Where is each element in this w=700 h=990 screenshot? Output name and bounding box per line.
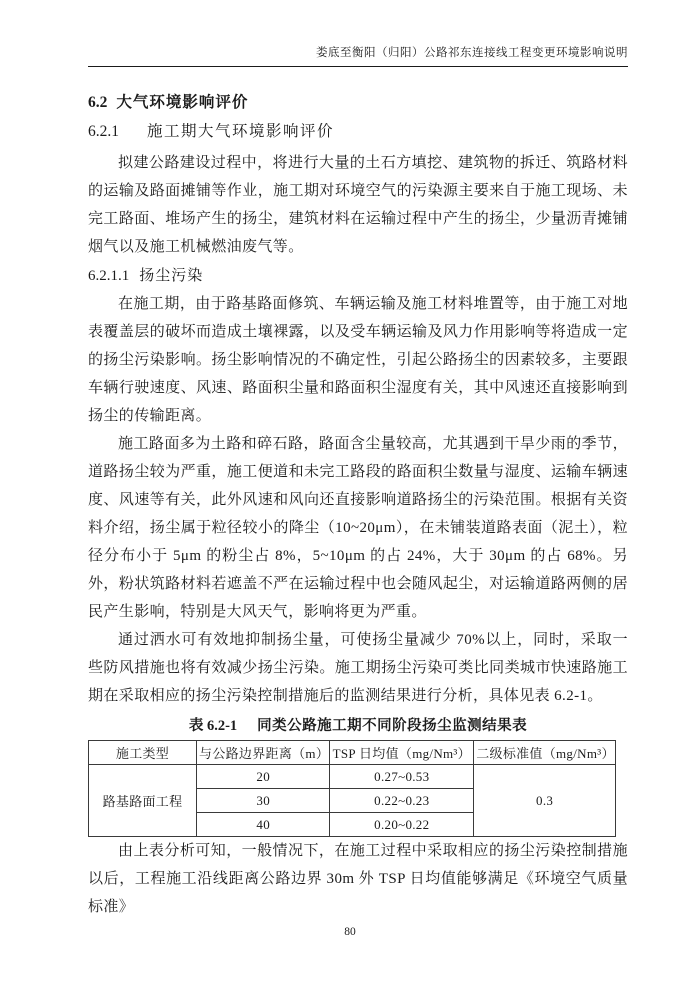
cell-distance: 20 <box>197 765 330 789</box>
cell-row-group: 路基路面工程 <box>89 765 197 837</box>
heading-6-2-1 <box>88 121 628 143</box>
heading-6-2-number: 6.2 <box>88 94 108 111</box>
cell-tsp: 0.22~0.23 <box>330 789 474 813</box>
cell-tsp: 0.20~0.22 <box>330 813 474 837</box>
page-footer <box>0 926 700 938</box>
paragraph-dust-factors: 在施工期，由于路基路面修筑、车辆运输及施工材料堆置等，由于施工对地表覆盖层的破坏而造成土壤裸露，以及受车辆运输及风力作用影响等将造成一定的扬尘污染影响。扬尘影响情况的不确定性，引起公路扬尘的因素较多，主要跟车辆行驶速度、风速、路面积尘量和路面积尘湿度有关，其中风速还直接影响到扬尘的传输距离。 <box>88 296 628 424</box>
column-header-boundary-distance: 与公路边界距离（m） <box>197 741 330 765</box>
cell-distance: 30 <box>197 789 330 813</box>
paragraph-intro: 拟建公路建设过程中，将进行大量的土石方填挖、建筑物的拆迁、筑路材料的运输及路面摊铺等作业，施工期对环境空气的污染源主要来自于施工现场、未完工路面、堆场产生的扬尘，建筑材料在运输过程中产生的扬尘，少量沥青摊铺烟气以及施工机械燃油废气等。 <box>88 155 628 255</box>
dust-monitoring-table <box>88 740 616 837</box>
paragraph-road-dust: 施工路面多为土路和碎石路，路面含尘量较高，尤其遇到干旱少雨的季节，道路扬尘较为严重，施工便道和未完工路段的路面积尘数量与湿度、运输车辆速度、风速等有关，此外风速和风向还直接影响道路扬尘的污染范围。根据有关资料介绍，扬尘属于粒径较小的降尘（10~20μm），在未铺装道路表面（泥土），粒径分布小于 5μm 的粉尘占 8%，5~10μm 的占 24%，大于 30μm 的占 68%。另外，粉状筑路材料若遮盖不严在运输过程中也会随风起尘，对运输道路两侧的居民产生影响，特别是大风天气，影响将更为严重。 <box>88 436 628 620</box>
paragraph-conclusion: 由上表分析可知，一般情况下，在施工过程中采取相应的扬尘污染控制措施以后，工程施工沿线距离公路边界 30m 外 TSP 日均值能够满足《环境空气质量标准》 <box>88 843 628 915</box>
table-header-row <box>89 741 616 765</box>
heading-6-2-1-1 <box>88 262 628 290</box>
column-header-construction-type: 施工类型 <box>89 741 197 765</box>
page-content <box>88 44 628 921</box>
heading-6-2-1-title: 施工期大气环境影响评价 <box>147 123 335 140</box>
cell-tsp: 0.27~0.53 <box>330 765 474 789</box>
table-caption <box>88 714 628 735</box>
table-row <box>89 765 616 789</box>
column-header-tsp-daily-avg: TSP 日均值（mg/Nm³） <box>330 741 474 765</box>
column-header-class2-standard: 二级标准值（mg/Nm³） <box>474 741 616 765</box>
table-caption-label: 表 6.2-1 <box>188 718 238 734</box>
heading-6-2-title: 大气环境影响评价 <box>116 94 249 111</box>
running-header: 娄底至衡阳（归阳）公路祁东连接线工程变更环境影响说明 <box>88 44 628 67</box>
heading-6-2-1-1-number: 6.2.1.1 <box>88 268 130 284</box>
page-number: 80 <box>344 926 356 938</box>
heading-6-2-1-1-title: 扬尘污染 <box>139 268 204 284</box>
paragraph-water-spray: 通过洒水可有效地抑制扬尘量，可使扬尘量减少 70%以上，同时，采取一些防风措施也将有效减少扬尘污染。施工期扬尘污染可类比同类城市快速路施工期在采取相应的扬尘污染控制措施后的监测结果进行分析，具体见表 6.2-1。 <box>88 632 628 704</box>
heading-6-2-1-number: 6.2.1 <box>88 123 119 140</box>
table-caption-title: 同类公路施工期不同阶段扬尘监测结果表 <box>257 718 528 734</box>
cell-standard-value: 0.3 <box>474 765 616 837</box>
cell-distance: 40 <box>197 813 330 837</box>
heading-6-2 <box>88 92 628 114</box>
